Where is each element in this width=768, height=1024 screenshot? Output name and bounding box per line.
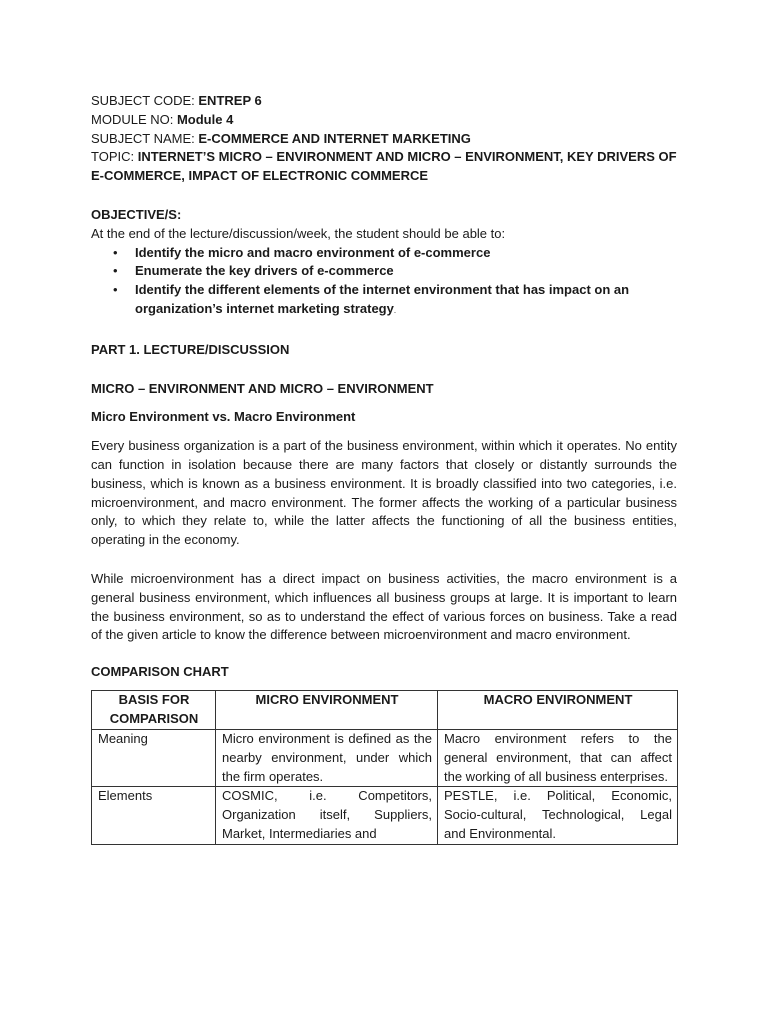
- module-label: MODULE NO:: [91, 111, 177, 127]
- row-micro-cell: Micro environment is defined as the nearby environment, under which the firm operates.: [216, 729, 438, 786]
- objective-item: [113, 244, 677, 263]
- objective-text: Identify the micro and macro environment of e-commerce: [135, 244, 491, 260]
- subject-name-value: E-COMMERCE AND INTERNET MARKETING: [198, 130, 471, 146]
- comparison-heading: COMPARISON CHART: [91, 664, 229, 680]
- table-header-row: [92, 690, 678, 729]
- table-row: [92, 787, 678, 844]
- row-macro-cell: Macro environment refers to the general environment, that can affect the working of all business enterprises.: [438, 729, 678, 786]
- trailing-period: .: [393, 305, 397, 315]
- module-value: Module 4: [176, 111, 234, 127]
- objectives-heading: OBJECTIVE/S:: [91, 206, 182, 222]
- objectives-intro: At the end of the lecture/discussion/week, the student should be able to:: [91, 225, 506, 241]
- column-header-basis: BASIS FOR COMPARISON: [92, 690, 216, 729]
- column-header-micro: MICRO ENVIRONMENT: [216, 690, 438, 729]
- row-micro-cell: COSMIC, i.e. Competitors, Organization itself, Suppliers, Market, Intermediaries and: [216, 787, 438, 844]
- document-page: [91, 92, 677, 845]
- subject-code-value: ENTREP 6: [198, 93, 262, 108]
- bullet-icon: •: [113, 244, 118, 260]
- row-basis-cell: Elements: [92, 787, 216, 844]
- subject-name-label: SUBJECT NAME:: [91, 130, 199, 146]
- module-line: [91, 111, 677, 130]
- subject-name-line: [91, 130, 677, 149]
- part1-heading: PART 1. LECTURE/DISCUSSION: [91, 341, 290, 357]
- subject-code-label: SUBJECT CODE:: [91, 93, 199, 108]
- topic-line: [91, 148, 677, 167]
- objective-text: Enumerate the key drivers of e-commerce: [135, 263, 394, 279]
- row-macro-cell: PESTLE, i.e. Political, Economic, Socio-cultural, Technological, Legal and Environmental.: [438, 787, 678, 844]
- comparison-table: [91, 690, 678, 845]
- bullet-icon: •: [113, 263, 118, 279]
- column-header-macro: MACRO ENVIRONMENT: [438, 690, 678, 729]
- bullet-icon: •: [113, 282, 118, 298]
- topic-value-line2: E-COMMERCE, IMPACT OF ELECTRONIC COMMERCE: [91, 168, 429, 184]
- subject-code-line: [91, 92, 677, 111]
- topic-label: TOPIC:: [91, 149, 138, 165]
- paragraph-2: While microenvironment has a direct impact on business activities, the macro environment is a general business environment, which influences all business groups at large. It is important to learn the business environment, so as to understand the effect of various forces on business. Take a read of the given article to know the difference between microenvironment and macro environment.: [91, 570, 677, 643]
- objectives-list: [91, 244, 677, 321]
- row-basis-cell: Meaning: [92, 729, 216, 786]
- paragraph-1: Every business organization is a part of the business environment, within which it operates. No entity can function in isolation because there are many factors that closely or distantly surrounds the business, which is known as a business environment. It is broadly classified into two categories, i.e. microenvironment, and macro environment. The former affects the working of a particular business only, to which they relate to, while the latter affects the functioning of all the business entities, operating in the economy.: [91, 438, 677, 548]
- topic-value-line1: INTERNET’S MICRO – ENVIRONMENT AND MICRO – ENVIRONMENT, KEY DRIVERS OF: [137, 149, 677, 165]
- objective-item: [113, 262, 677, 281]
- objective-item: [113, 281, 677, 321]
- objective-text: Identify the different elements of the internet environment that has impact on an organization’s internet marketing strategy: [135, 282, 630, 316]
- section-subheading: Micro Environment vs. Macro Environment: [91, 409, 356, 425]
- section-heading: MICRO – ENVIRONMENT AND MICRO – ENVIRONMENT: [91, 380, 434, 396]
- table-row: [92, 729, 678, 786]
